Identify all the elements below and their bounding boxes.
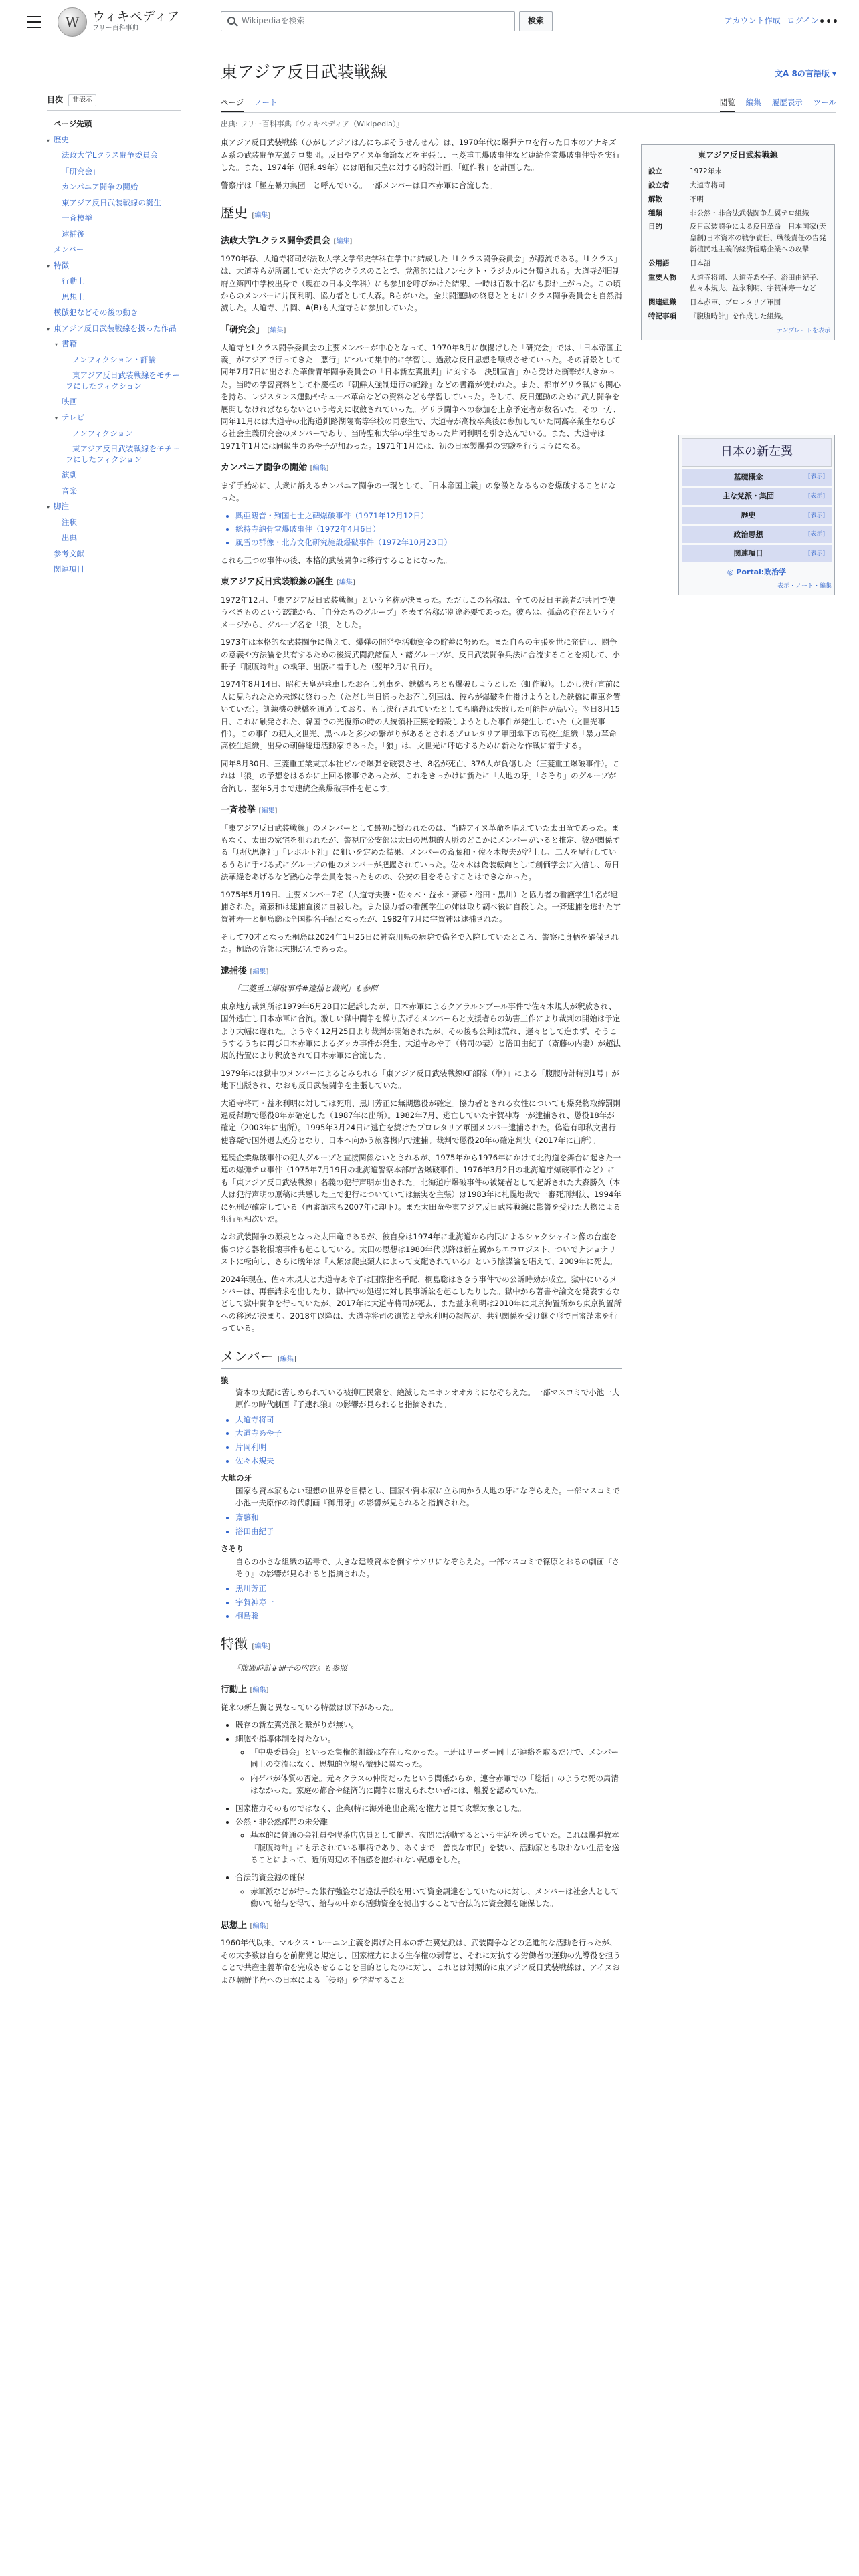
- toc-item-label: 歴史: [54, 134, 69, 144]
- language-count: 8の言語版: [791, 69, 830, 79]
- toc-item-label: 「研究会」: [62, 166, 100, 176]
- tab-page[interactable]: ページ: [221, 94, 244, 112]
- list-item: ◦ 赤軍派などが行った銀行強盗など違法手段を用いて資金調達をしていたのに対し、メンバーは社会人として働いて給与を得て、給与の中から活動資金を拠出することで合法的に資金源を確保した。: [250, 1885, 622, 1910]
- section-heading-kenkyu: [221, 324, 622, 338]
- see-also-note[interactable]: 『腹腹時計#冊子の内容』も参照: [233, 1662, 347, 1673]
- heading-text: メンバー: [221, 1348, 274, 1364]
- toc-item-label: ノンフィクション・評論: [72, 354, 156, 364]
- paragraph: 1972年12月、「東アジア反日武装戦線」という名称が決まった。ただしこの名称は、全ての反日主義者が共同で使うべきものという認識から、「自分たちのグループ」を表す名称が別途必要であった。彼らは、孤高の存在というイメージから、グループ名を「狼」とした。: [221, 595, 617, 629]
- toc-item-label: 東アジア反日武装戦線の誕生: [62, 197, 162, 207]
- toc-item[interactable]: [47, 179, 181, 195]
- infobox-value: 『腹腹時計』を作成した組織。: [690, 312, 788, 320]
- member-link[interactable]: • 片岡利明: [235, 1441, 622, 1453]
- list-item: • 合法的資金源の確保: [235, 1871, 622, 1883]
- toc-item-label: 映画: [62, 397, 77, 407]
- infobox-row: [646, 271, 830, 296]
- paragraph: 1979年には獄中のメンバーによるとみられる「東アジア反日武装戦線KF部隊（準）」による「腹腹時計特別1号」が地下出版され、なおも反日武装闘争を主張していた。: [221, 1068, 619, 1091]
- heading-text: 一斉検挙: [221, 804, 256, 815]
- show-toggle[interactable]: [表示]: [807, 473, 825, 481]
- toc-item[interactable]: [47, 227, 181, 243]
- toc-item-label: 音楽: [62, 486, 77, 496]
- edit-label: 編集: [254, 1642, 268, 1650]
- toc-item[interactable]: [47, 274, 181, 290]
- edit-section-link[interactable]: [編集]: [250, 1686, 269, 1694]
- paragraph: 1970年春、大道寺将司が法政大学文学部史学科在学中に結成した「Lクラス闘争委員会」が源流である。「Lクラス」は、大道寺らが所属していた大学のクラスのことで、党派的にはノンセクト・ラジカルに分類される。大道寺が旧制府立第四中学校出身で（現在の日本文学科）にも参加を呼びかけた結果、一時は百数十名にも膨れ上がった。この頃からのメンバーに片岡利明、協力者として大森。Bらがいた。全共闘運動の終息とともにLクラス闘争委員会も自然消滅した。大道寺、片岡、A(B)も大道寺らに参加していた。: [221, 253, 622, 313]
- search-icon: [227, 17, 235, 25]
- heading-text: カンパニア闘争の開始: [221, 463, 308, 473]
- paragraph: なお武装闘争の源泉となった太田竜であるが、彼自身は1974年に北海道から内民によるシャクシャイン像の台座を傷つける器物損壊事件も起こしている。太田の思想は1980年代以降は新左翼からエコロジスト、ついでナショナリストに転向し、さらに晩年は『人類は爬虫類人によって支配されている』という陰謀論を唱えて、2009年に死去。: [221, 1232, 617, 1267]
- toc-item-label: 出典: [62, 533, 77, 543]
- toc-item[interactable]: [47, 441, 181, 467]
- toc-item[interactable]: [47, 305, 181, 321]
- tagline-text: フリー百科事典: [92, 25, 139, 33]
- infobox-value: 日本語: [690, 259, 711, 267]
- page-title: 東アジア反日武装戦線: [221, 62, 388, 82]
- toc-item[interactable]: [47, 426, 181, 442]
- section-heading-campaign: [221, 461, 622, 475]
- heading-text: 法政大学Lクラス闘争委員会: [221, 236, 330, 247]
- infobox-key: 解散: [648, 195, 662, 203]
- paragraph: 東京地方裁判所は1979年6月28日に起訴したが、日本赤軍によるクアラルンプール事件で佐々木規夫が釈放され、国外逃亡し日本赤軍に合流。激しい獄中闘争を繰り広げるメンバーらと支援者らの妨害工作により裁判の開始は予定より大幅に遅れた。ようやく12月25日より裁判が開始されたが、その後も公判は荒れ、遅々として進まず、そうこうするうちに再び日本赤軍によるダッカ事件が発生、大道寺あや子（将司の妻）と浴田由紀子（斎藤の内妻）が超法規的措置により釈放されて日本赤軍に合流した。: [221, 1001, 621, 1061]
- edit-section-link[interactable]: [編集]: [250, 1922, 269, 1930]
- toc-item-label: テレビ: [62, 412, 85, 422]
- navbox-footer[interactable]: 表示・ノート・編集: [777, 583, 832, 591]
- toggle-icon[interactable]: ▾: [55, 415, 58, 421]
- member-link[interactable]: • 浴田由紀子: [235, 1525, 622, 1537]
- infobox-row: [646, 257, 830, 271]
- login-link[interactable]: ログイン: [787, 16, 819, 25]
- more-options-icon[interactable]: •••: [819, 17, 839, 27]
- infobox-value: 反日武装闘争による反日革命 日本国家(天皇制)日本資本の戦争責任、戦後責任の告発 新植民地主義的経済侵略企業への攻撃: [690, 223, 834, 253]
- infobox-table: [646, 165, 834, 324]
- toc-item-label: 東アジア反日武装戦線を扱った作品: [54, 323, 177, 333]
- infobox-row: [646, 220, 830, 256]
- section-heading-behavior: [221, 1683, 622, 1697]
- navbox-rows: [682, 469, 832, 562]
- infobox-title: 東アジア反日武装戦線: [698, 150, 778, 160]
- toc-item-label: 一斉検挙: [62, 213, 92, 223]
- paragraph: 1960年代以来、マルクス・レーニン主義を掲げた日本の新左翼党派は、武装闘争などの急進的な活動を行ったが、その大多数は自らを前衛党と規定し、国家権力による生存権の剥奪と、それに対抗する労働者の運動の先導役を担うことで共産主義革命を完成させることを目的としたのに対し、これとは対照的に東アジア反日武装戦線は、アイヌおよび朝鮮半島への日本による「侵略」を学習すること: [221, 1938, 621, 1985]
- toc-item-label: 行動上: [62, 276, 85, 286]
- tab-tools[interactable]: ツール: [813, 97, 836, 107]
- infobox-value: 非公然・非合法武装闘争左翼テロ組織: [690, 209, 809, 217]
- edit-section-link[interactable]: [編集]: [337, 579, 355, 587]
- show-toggle[interactable]: [表示]: [807, 550, 825, 557]
- language-button[interactable]: 文A 8の言語版 ▾: [774, 69, 836, 79]
- paragraph: 連続企業爆破事件の犯人グループと直接関係ないとされるが、1975年から1976年にかけて北海道を舞台に起きた一連の爆弾テロ事件（1975年7月19日の北海道警察本部庁舎爆破事件、1976年3月2日の北海道庁爆破事件など）にも「東アジア反日武装戦線」名義の犯行声明が出された。北海道庁爆破事件の被疑者として起訴された大森勝久（本人は犯行声明の原稿に共感した上で犯行についていては無実を主張）は1983年に札幌地裁で一審死刑判決、1994年に死刑が確定している（再審請求も2007年に却下）。また太田竜や東アジア反日武装戦線に影響を受けた人物による犯行も相次いだ。: [221, 1153, 622, 1224]
- toc-item[interactable]: [47, 132, 181, 148]
- paragraph: 同年8月30日、三菱重工業東京本社ビルで爆弾を破裂させ、8名が死亡、376人が負傷した（三菱重工爆破事件）。これは「狼」の予想をはるかに上回る惨事であったが、これをきっかけに新たに「大地の牙」「さそり」のグループが合流し、翌年5月まで連続企業爆破事件を起こす。: [221, 758, 621, 793]
- infobox-value: 日本赤軍、プロレタリア軍団: [690, 298, 781, 307]
- toc-item-label: カンパニア闘争の開始: [62, 182, 138, 192]
- site-header: [0, 0, 859, 44]
- section-heading-features: [221, 1633, 622, 1656]
- navbox-row-label: 関連項目: [733, 549, 763, 558]
- infobox-key: 種類: [648, 209, 662, 217]
- toc-item[interactable]: [47, 321, 181, 337]
- edit-section-link[interactable]: [編集]: [252, 212, 271, 220]
- page-tabs: [221, 94, 836, 113]
- toc-item-label: 演劇: [62, 470, 77, 480]
- infobox-key: 設立: [648, 167, 662, 176]
- section-heading-arrest: [221, 804, 622, 818]
- intro-paragraph: 警察庁は「極左暴力集団」と呼んでいる。一部メンバーは日本赤軍に合流した。: [221, 180, 498, 190]
- toc-item[interactable]: [47, 562, 181, 578]
- toc-item-label: 逮捕後: [62, 229, 85, 239]
- tab-history[interactable]: 履歴表示: [771, 97, 803, 107]
- section-heading-birth: [221, 576, 622, 590]
- infobox-key: 目的: [648, 223, 662, 231]
- wordmark-text: ウィキペディア: [92, 9, 180, 24]
- navbox-row-label: 基礎概念: [733, 472, 763, 481]
- edit-label: 編集: [339, 579, 353, 587]
- sub-list: [250, 1885, 622, 1910]
- infobox-value: 不明: [690, 195, 704, 203]
- edit-label: 編集: [252, 1686, 266, 1694]
- heading-text: 思想上: [221, 1920, 248, 1931]
- toc-item[interactable]: [47, 484, 181, 500]
- toc-item-label: 東アジア反日武装戦線をモチーフにしたフィクション: [66, 444, 180, 464]
- site-wordmark[interactable]: [92, 10, 179, 35]
- tab-read[interactable]: 閲覧: [720, 94, 735, 112]
- section-heading-history: [221, 202, 622, 225]
- infobox-value: 1972年末: [690, 167, 722, 176]
- edit-section-link[interactable]: [編集]: [267, 326, 286, 334]
- toc-item-label: ノンフィクション: [72, 428, 133, 438]
- member-link[interactable]: • 大道寺将司: [235, 1414, 622, 1426]
- search-input[interactable]: [221, 11, 515, 31]
- edit-label: 編集: [336, 238, 350, 246]
- toc-item[interactable]: [47, 290, 181, 306]
- toc-item[interactable]: [47, 148, 181, 164]
- toc-item-label: 思想上: [62, 292, 85, 302]
- navbox-row[interactable]: [682, 488, 832, 505]
- navbox-row-label: 政治思想: [733, 530, 763, 539]
- member-list: [235, 1414, 622, 1467]
- list-item[interactable]: • 風雪の群像・北方文化研究施設爆破事件（1972年10月23日）: [235, 536, 622, 548]
- see-also-note[interactable]: 「三菱重工爆破事件#逮捕と裁判」も参照: [233, 984, 378, 994]
- toggle-icon[interactable]: ▾: [47, 504, 50, 511]
- paragraph: これら三つの事件の後、本格的武装闘争に移行することになった。: [221, 555, 452, 565]
- toc-item[interactable]: [47, 410, 181, 426]
- infobox-value: 大道寺将司: [690, 181, 725, 189]
- toc-item[interactable]: [47, 368, 181, 394]
- list-item: • 国家権力そのものではなく、企業(特に海外進出企業)を権力と見て攻撃対象とした。: [235, 1802, 622, 1814]
- namespace-tabs: [221, 94, 277, 112]
- list-item: ◦ 内ゲバが体質の否定。元々クラスの仲間だったという関係からか、連合赤軍での「総括」のような死の粛清はなかった。家庭の都合や経済的に闘争に耐えられない者には、離脱を認めていた。: [250, 1772, 622, 1797]
- toc-item[interactable]: [47, 116, 181, 132]
- toggle-icon[interactable]: ▾: [55, 342, 58, 348]
- show-toggle[interactable]: [表示]: [807, 512, 825, 519]
- paragraph: 2024年現在、佐々木規夫と大道寺あや子は国際指名手配、桐島聡はさきう事件での公訴時効が成立。獄中にいるメンバーは、再審請求を出したり、獄中での処遇に対し民事訴訟を起こしたりした。獄中から著書や論文を発表するなどして獄中闘争を行っていたが、2017年に大道寺将司が死去、また益永利明は2010年に東京拘置所から東京拘置所への移送が決まり、2018年以降は、大道寺将司の遺族と益永利明の親族が、共犯関係を受け継ぐ形で再審請求を行っている。: [221, 1274, 622, 1333]
- toc-item[interactable]: [47, 164, 181, 180]
- paragraph: 「東アジア反日武装戦線」のメンバーとして最初に疑われたのは、当時アイヌ革命を唱えていた太田竜であった。まもなく、太田の家宅を狙われたが、警視庁公安部は太田の思想的人脈のどこかにメンバーがいると推定、彼が関係する「現代思潮社」「レボルト社」に狙いを定めた結果、メンバーの斎藤和・佐々木規夫が浮上し、二人を尾行しているうちに手づる式にグループの他のメンバーが把握されていった。佐々木は偽装転向として創価学会に入信し、毎日法華経をあげるなど熱心な学会員を装ったものの、公安の目をそらすことはできなかった。: [221, 823, 620, 882]
- toc-item-label: 模倣犯などその後の動き: [54, 308, 138, 318]
- member-group-desc: 自らの小さな組織の猛毒で、大きな建設資本を倒すサソリになぞらえた。一部マスコミで篠原とおるの劇画『さそり』の影響が見られると指摘された。: [235, 1556, 620, 1579]
- member-group-desc: 資本の支配に苦しめられている被抑圧民衆を、絶滅したニホンオオカミになぞらえた。一部マスコミで小池一夫原作の時代劇画『子連れ狼』の影響が見られると指摘された。: [235, 1387, 620, 1410]
- toc-item-label: 東アジア反日武装戦線をモチーフにしたフィクション: [66, 370, 180, 391]
- infobox-key: 特記事項: [648, 312, 676, 320]
- toc-item-label: 注釈: [62, 517, 77, 527]
- toc-item-label: ページ先頭: [54, 119, 92, 129]
- edit-label: 編集: [261, 807, 275, 815]
- toc-item[interactable]: [47, 195, 181, 211]
- edit-section-link[interactable]: [編集]: [252, 1642, 271, 1650]
- navbox-row[interactable]: [682, 545, 832, 562]
- member-link[interactable]: • 黒川芳正: [235, 1582, 622, 1594]
- navbox-row-label: 主な党派・集団: [722, 492, 774, 501]
- navbox-title: 日本の新左翼: [682, 438, 832, 467]
- portal-label: Portal:政治学: [736, 567, 787, 576]
- toggle-icon[interactable]: ▾: [47, 263, 50, 270]
- navbox-row[interactable]: [682, 469, 832, 486]
- infobox-row: [646, 310, 830, 324]
- member-list: [235, 1511, 622, 1537]
- portal-link[interactable]: ◎ Portal:政治学: [727, 567, 787, 576]
- edit-section-link[interactable]: [編集]: [277, 1355, 296, 1363]
- toc-item[interactable]: [47, 530, 181, 546]
- main-menu-icon[interactable]: [27, 16, 41, 28]
- list-item: • 公然・非公然部門の未分離: [235, 1816, 622, 1828]
- toc-item-label: 法政大学Lクラス闘争委員会: [62, 150, 159, 160]
- toc-item[interactable]: [47, 394, 181, 410]
- member-link[interactable]: • 斎藤和: [235, 1511, 622, 1523]
- paragraph: 大道寺とLクラス闘争委員会の主要メンバーが中心となって、1970年8月に旗揚げした「研究会」では、「日本帝国主義」がアジアで行ってきた「悪行」について集中的に学習し、過激な反日思想を醸成させていった。その背景として同年7月7日に出された華僑青年闘争委員会の「日本新左翼批判」に対する「決別宣言」から受けた衝撃が大きかった。当時の学習資料として朴慶植の『朝鮮人強制連行の記録』などの書籍が使われた。また、都市ゲリラ戦にも関心を持ち、レジスタンス運動やキューバ革命などの資料なども学習していった。そして、反日運動のために武力闘争を展開しなければならないという考えに収斂されていった。ゲリラ闘争への参加を上京予定者が数名いた。その一方、同年11月には大道寺の北海道釧路湖陵高等学校の同窓生で、大道寺が高校卒業後に参加していた同高卒業生ならびる社会主義研究会のメンバーであり、当時聖和大学の学生であった片岡利明を引き込んでいる。また、大道寺は1971年1月には同級生のあや子が加わった。1971年1月には、初の日本製爆弾の実験を行うようになる。: [221, 342, 622, 451]
- toc-item-label: 脚注: [54, 502, 69, 512]
- edit-label: 編集: [254, 212, 268, 220]
- list-item: ◦ 「中央委員会」といった集権的組織は存在しなかった。三班はリーダー同士が連絡を取るだけで、メンバー同士の交流はなく、思想的立場も微妙に異なった。: [250, 1746, 622, 1771]
- member-link[interactable]: • 大道寺あや子: [235, 1427, 622, 1439]
- sub-list: [250, 1829, 622, 1866]
- infobox-key: 設立者: [648, 181, 670, 189]
- toggle-icon[interactable]: ▾: [47, 326, 50, 332]
- heading-text: 「研究会」: [221, 324, 265, 335]
- member-link[interactable]: • 佐々木規夫: [235, 1455, 622, 1467]
- infobox-key: 関連組織: [648, 298, 676, 307]
- search-button[interactable]: 検索: [519, 11, 553, 31]
- edit-label: 編集: [252, 1922, 266, 1930]
- intro-paragraph: 東アジア反日武装戦線（ひがしアジアはんにちぶそうせんせん）は、1970年代に爆弾テロを行った日本のアナキズム系の武装闘争左翼テロ集団。反日やアイヌ革命論などを主張し、三菱重工爆破事件など連続企業爆破事件等を実行した。また、1974年（昭和49年）には昭和天皇に対する暗殺計画、「虹作戦」を計画した。: [221, 138, 620, 173]
- toc-item[interactable]: [47, 211, 181, 227]
- heading-text: 特徴: [221, 1635, 248, 1652]
- list-item: • 既存の新左翼党派と繋がりが無い。: [235, 1719, 622, 1731]
- show-toggle[interactable]: [表示]: [807, 492, 825, 500]
- table-of-contents: [47, 94, 181, 578]
- edit-label: 編集: [312, 465, 326, 473]
- infobox-row: [646, 193, 830, 207]
- toc-item[interactable]: [47, 499, 181, 515]
- navbox-row-label: 歴史: [741, 510, 756, 520]
- toc-hide-button[interactable]: 非表示: [68, 94, 96, 106]
- edit-label: 編集: [270, 326, 284, 334]
- paragraph: 1974年8月14日、昭和天皇が乗車したお召し列車を、鉄橋もろとも爆破しようとした（虹作戦）。しかし決行直前に人に見られたため未遂に終わった（ただし当日通ったお召し列車は、彼らが爆破を仕掛けようとした鉄橋に電車を置いていた）。訓練機の鉄橋を通過しており、もし決行されていたとしても暗殺は失敗した可能性が高い）。翌日8月15日、これに触発された、韓国での光復節の時の大統領朴正煕を暗殺しようとした事件が発生していた（文世光事件）。この事件の犯人文世光、黒ヘルと多少の繋がりがあるとされるプロレタリア軍団傘下の高校生組織「暴力革命高校生組織」出身の朝鮮総連活動家であった。「狼」は、文世光に呼応するために新たな作戦に着手する。: [221, 679, 621, 751]
- navbox-row[interactable]: [682, 507, 832, 524]
- search-placeholder: Wikipediaを検索: [242, 16, 305, 26]
- paragraph: 大道寺将司・益永利明に対しては死刑、黒川芳正に無期懲役が確定。協力者とされる女性についても爆発物取締罰則違反幇助で懲役8年が確定した（1987年に出所）。1982年7月、逃亡していた宇賀神寿一が逮捕され、懲役18年が確定（2003年に出所）。1995年3月24日に逃亡を続けたプロレタリア軍団メンバー逮捕された。偽造有印私文書行使容疑で国外退去処分となり、日本へ向かう旅客機内で逮捕。裁判で懲役20年の確定判決（2017年に出所）。: [221, 1098, 621, 1145]
- member-group-title: さそり: [221, 1544, 244, 1554]
- member-list: [235, 1582, 622, 1622]
- section-heading-after: [221, 965, 622, 979]
- behavior-list: [235, 1719, 622, 1909]
- edit-section-link[interactable]: [編集]: [333, 238, 353, 246]
- site-sub: 出典: フリー百科事典『ウィキペディア（Wikipedia）』: [221, 119, 404, 128]
- section-heading-thought: [221, 1919, 622, 1933]
- heading-text: 東アジア反日武装戦線の誕生: [221, 577, 334, 588]
- heading-text: 行動上: [221, 1684, 248, 1695]
- heading-text: 歴史: [221, 205, 248, 221]
- edit-label: 編集: [280, 1355, 294, 1363]
- toc-item-label: 関連項目: [54, 564, 84, 574]
- toc-item-label: 特徴: [54, 260, 69, 270]
- campaign-list: [235, 510, 622, 549]
- toc-title: 目次: [47, 95, 64, 104]
- view-tabs: [720, 94, 836, 112]
- toc-item[interactable]: [47, 352, 181, 368]
- toc-header: [47, 94, 181, 111]
- heading-text: 逮捕後: [221, 966, 248, 976]
- edit-section-link[interactable]: [編集]: [258, 807, 278, 815]
- paragraph: まず手始めに、大衆に訴えるカンパニア闘争の一環として、「日本帝国主義」の象徴となるものを爆破することになった。: [221, 480, 617, 503]
- paragraph: 1973年は本格的な武装闘争に備えて、爆弾の開発や活動資金の貯蓄に努めた。また自らの主張を世に発信し、闘争の意義や方法論を共有するための後続武闘派諸個人・諸グループが、反日武装闘争兵法に合流することを期して、小冊子『腹腹時計』の執筆、出版に着手した（翌年2月に刊行）。: [221, 637, 620, 671]
- infobox-row: [646, 296, 830, 310]
- list-item[interactable]: • 興亜観音・殉国七士之碑爆破事件（1971年12月12日）: [235, 510, 622, 522]
- list-item[interactable]: • 総持寺納骨堂爆破事件（1972年4月6日）: [235, 523, 622, 535]
- wikipedia-logo[interactable]: W: [58, 7, 87, 37]
- infobox-row: [646, 179, 830, 193]
- member-group-desc: 国家も資本家もない理想の世界を目標とし、国家や資本家に立ち向かう大地の牙になぞらえた。一部マスコミで小池一夫原作の時代劇画『御用牙』の影響が見られると指摘された。: [235, 1485, 620, 1508]
- toc-item[interactable]: [47, 515, 181, 531]
- list-item: ◦ 基本的に普通の会社員や喫茶店店員として働き、夜間に活動するという生活を送っていた。これは爆弾教本『腹腹時計』にも示されている事柄であり、あくまで「善良な市民」を装い、活動家とも取れない生活を送ることによって、近所周辺の不信感を抱かれない配慮をした。: [250, 1829, 622, 1866]
- section-heading-lclass: [221, 235, 622, 249]
- user-actions: [725, 15, 819, 27]
- paragraph: そして70才となった桐島は2024年1月25日に神奈川県の病院で偽名で入院していたところ、警察に身柄を確保された。桐島の容態は末期がんであった。: [221, 932, 619, 954]
- infobox-value: 大道寺将司、大道寺あや子、浴田由紀子、佐々木規夫、益永利明、宇賀神寿一など: [690, 273, 824, 293]
- paragraph: 従来の新左翼と異なっている特徴は以下があった。: [221, 1702, 398, 1712]
- toc-item[interactable]: [47, 336, 181, 352]
- member-group-title: 狼: [221, 1375, 229, 1385]
- infobox-row: [646, 207, 830, 221]
- toc-item-label: 参考文献: [54, 548, 84, 558]
- tab-talk[interactable]: ノート: [254, 97, 278, 107]
- sub-list: [250, 1746, 622, 1797]
- edit-section-link[interactable]: [編集]: [250, 968, 269, 976]
- member-group-title: 大地の牙: [221, 1473, 252, 1483]
- toc-list: [47, 116, 181, 577]
- create-account-link[interactable]: アカウント作成: [724, 16, 781, 25]
- member-link[interactable]: • 宇賀神寿一: [235, 1596, 622, 1608]
- article-body: [221, 136, 622, 1986]
- main-content: [221, 62, 836, 1992]
- section-heading-members: [221, 1346, 622, 1369]
- toc-item-label: 書籍: [62, 339, 77, 349]
- tab-edit[interactable]: 編集: [745, 97, 761, 107]
- toc-item-label: メンバー: [54, 245, 84, 255]
- edit-label: 編集: [252, 968, 266, 976]
- infobox: [641, 144, 835, 340]
- toc-item[interactable]: [47, 258, 181, 274]
- infobox-row: [646, 165, 830, 179]
- toc-item[interactable]: [47, 242, 181, 258]
- toggle-icon[interactable]: ▾: [47, 137, 50, 144]
- template-link[interactable]: テンプレートを表示: [776, 327, 830, 334]
- navbox-new-left: [678, 435, 835, 595]
- show-toggle[interactable]: [表示]: [807, 531, 825, 538]
- infobox-key: 公用語: [648, 259, 670, 267]
- title-row: [221, 62, 836, 88]
- navbox-row[interactable]: [682, 526, 832, 544]
- paragraph: 1975年5月19日、主要メンバー7名（大道寺夫妻・佐々木・益永・斎藤・浴田・黒川）と協力者の看護学生1名が逮捕された。斎藤和は逮捕直後に自殺した。また協力者の看護学生の姉は取り調べ後に自殺した。一斉逮捕を逃れた宇賀神寿一と桐島聡は全国指名手配となったが、1982年7月に宇賀神は逮捕された。: [221, 889, 621, 924]
- edit-section-link[interactable]: [編集]: [310, 465, 329, 473]
- infobox-key: 重要人物: [648, 273, 676, 282]
- toc-item[interactable]: [47, 546, 181, 562]
- list-item: • 細胞や指導体制を持たない。: [235, 1733, 622, 1745]
- toc-item[interactable]: [47, 467, 181, 484]
- member-link[interactable]: • 桐島聡: [235, 1610, 622, 1622]
